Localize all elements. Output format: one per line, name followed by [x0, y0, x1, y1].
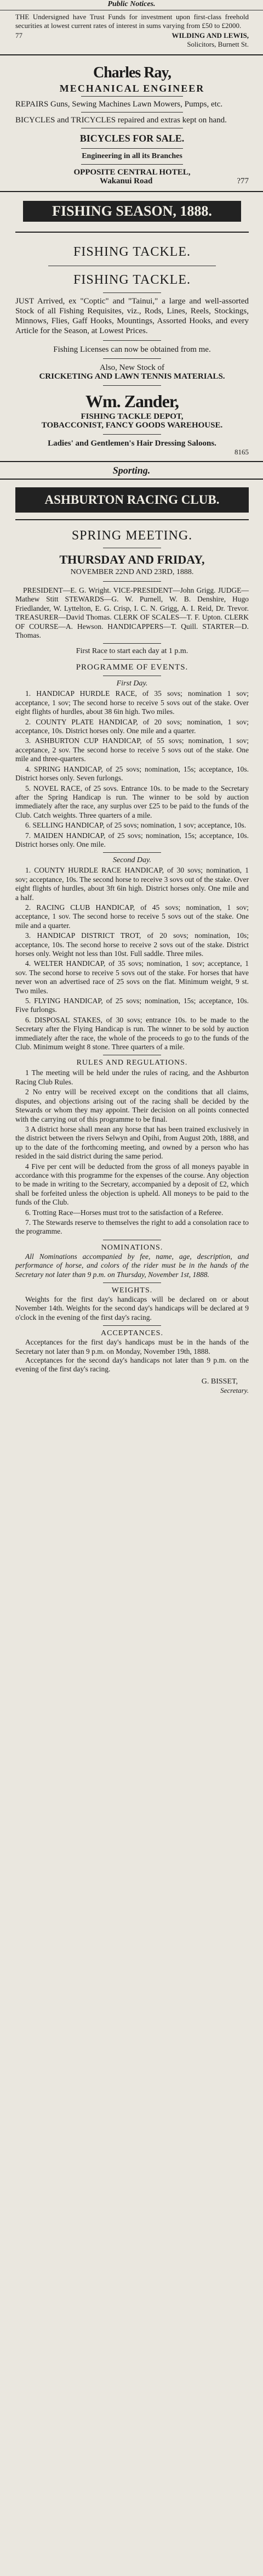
funds-ad — [0, 10, 263, 49]
fishing-tackle-2: FISHING TACKLE. — [73, 273, 191, 287]
divider — [103, 340, 161, 341]
event-item: 6. DISPOSAL STAKES, of 30 sovs; entrance 10s. to be made to the Secretary after the Flying Handicap is run. The winner to be sold by auction immediately after the race, the whole of the proceeds to go to the funds of the Club. Minimum weight 8 stone. Three quarters of a mile. — [15, 1015, 249, 1051]
fishing-cricket-intro: Also, New Stock of — [99, 363, 165, 372]
fishing-ad — [0, 198, 263, 457]
charles-trade: MECHANICAL ENGINEER — [59, 83, 205, 94]
divider — [0, 461, 263, 462]
fishing-season: FISHING SEASON, 1888. — [23, 201, 241, 222]
divider — [103, 643, 161, 644]
zander-hair: Ladies' and Gentlemen's Hair Dressing Saloons. — [48, 439, 216, 448]
events-day1 — [15, 689, 249, 849]
event-item: 6. SELLING HANDICAP, of 25 sovs; nomination, 1 sov; acceptance, 10s. — [25, 821, 247, 830]
event-item: 1. COUNTY HURDLE RACE HANDICAP, of 30 sovs; nomination, 1 sov; acceptance, 10s. The second horse to receive 3 sovs out of the stake. Over eight flights of hurdles, about 3ft 6in high. District horses only. One mile and a half. — [15, 866, 249, 902]
zander-tobacco: TOBACCONIST, FANCY GOODS WAREHOUSE. — [41, 421, 223, 430]
zander-name: Wm. Zander, — [85, 391, 179, 411]
charles-repairs: REPAIRS Guns, Sewing Machines Lawn Mowers, Pumps, etc. — [15, 100, 223, 109]
divider — [103, 358, 161, 359]
rule-item: 7. The Stewards reserve to themselves the right to add a consolation race to the programme. — [15, 1218, 249, 1236]
weights-title: WEIGHTS. — [111, 1286, 153, 1295]
event-item: 1. HANDICAP HURDLE RACE, of 35 sovs; nomination 1 sov; acceptance, 1 sov; The second horse to receive 5 sovs out of the stake. Over eight flights of hurdles, about 38 6in high. Two miles. — [15, 689, 249, 716]
divider — [15, 519, 249, 520]
event-item: 5. NOVEL RACE, of 25 sovs. Entrance 10s. to be made to the Secretary after the Spring Handicap is run. The winner to be sold by auction immediately after the race, any surplus over £25 to be paid to the funds of the Club. Catch weights. Three quarters of a mile. — [15, 784, 249, 819]
charles-bikes: BICYCLES and TRICYCLES repaired and extras kept on hand. — [15, 116, 227, 125]
divider — [103, 385, 161, 386]
divider — [81, 148, 183, 149]
secretary-name: G. BISSET, — [201, 1377, 238, 1386]
racing-club: ASHBURTON RACING CLUB. — [15, 487, 249, 513]
acceptances-title: ACCEPTANCES. — [101, 1329, 163, 1338]
rules-list — [15, 1068, 249, 1236]
divider — [0, 479, 263, 480]
fishing-tackle-1: FISHING TACKLE. — [73, 245, 191, 259]
racing-days: THURSDAY AND FRIDAY, — [59, 553, 205, 566]
racing-officers: PRESIDENT—E. G. Wright. VICE-PRESIDENT—John Grigg. JUDGE—Mathew Stitt STEWARDS—G. W. Purnell, W. B. Denshire, Hugo Friedlander, W. Lyttelton, E. G. Crisp, I. C. N. Grigg, A. I. Reid, Dr. Trevor. TREASURER—David Thomas. CLERK OF SCALES—T. F. Upton. CLERK OF COURSE—A. Hewson. HANDICAPPERS—T. Quill. STARTER—D. Thomas. — [15, 586, 249, 640]
section-header — [0, 0, 263, 10]
nominations-title: NOMINATIONS. — [101, 1243, 163, 1252]
events-day2 — [15, 866, 249, 1051]
event-item: 3. ASHBURTON CUP HANDICAP, of 55 sovs; nomination, 1 sov; acceptance, 2 sov. The second horse to receive 5 sovs out of the stake. One mile and three-quarters. — [15, 736, 249, 763]
racing-ad — [0, 483, 263, 1395]
divider — [81, 164, 183, 165]
event-item: 2. COUNTY PLATE HANDICAP, of 20 sovs; nomination, 1 sov; acceptance, 10s. District horses only. One mile and a quarter. — [15, 717, 249, 735]
funds-firm: WILDING AND LEWIS, — [171, 31, 249, 40]
divider — [0, 54, 263, 55]
rules-title: RULES AND REGULATIONS. — [76, 1059, 188, 1067]
charles-name: Charles Ray, — [93, 64, 171, 81]
divider — [15, 232, 249, 233]
divider — [81, 112, 183, 113]
event-item: 5. FLYING HANDICAP, of 25 sovs; nomination, 15s; acceptance, 10s. Five furlongs. — [15, 997, 249, 1014]
rule-item: 4 Five per cent will be deducted from the gross of all moneys payable in accordance with this programme for the expenses of the course. Any objection to be made in writing to the Secretary, accompanied by a deposit of £2, which shall be forfeited unless the objection is upheld. All moneys to be paid to the funds of the Club. — [15, 1162, 249, 1207]
zander-ref: 8165 — [235, 448, 249, 456]
event-item: 3. HANDICAP DISTRICT TROT, of 20 sovs; nomination, 10s; acceptance, 10s. The second horse to receive 2 sovs out of the stake. District horses only. Weight not less than 10st. Full saddle. Three miles. — [15, 931, 249, 958]
divider — [0, 191, 263, 192]
divider — [103, 581, 161, 582]
charles-ref: ?77 — [237, 177, 249, 185]
racing-meeting: SPRING MEETING. — [71, 528, 193, 543]
divider — [103, 852, 161, 853]
event-item: 7. MAIDEN HANDICAP, of 25 sovs; nomination, 15s; acceptance, 10s. District horses only. One mile. — [15, 831, 249, 848]
event-item: 2. RACING CLUB HANDICAP, of 45 sovs; nomination, 1 sov; acceptance, 1 sov. The second horse to receive 5 sovs out of the stake. One mile and a quarter. — [15, 903, 249, 930]
funds-text: THE Undersigned have Trust Funds for investment upon first-class freehold securities at lowest current rates of interest in sums varying from £50 to £2000. — [15, 13, 249, 30]
funds-ref: 77 — [15, 31, 22, 40]
rule-item: 6. Trotting Race—Horses must trot to the satisfaction of a Referee. — [25, 1208, 224, 1217]
charles-sale: BICYCLES FOR SALE. — [79, 133, 185, 144]
public-notices-title: Public Notices. — [107, 0, 156, 8]
racing-date: NOVEMBER 22ND AND 23RD, 1888. — [70, 568, 194, 576]
event-item: 4. WELTER HANDICAP, of 35 sovs; nomination, 1 sov; acceptance, 1 sov. The second horse to receive 5 sovs out of the stake. For horses that have never won an advertised race of 25 sovs on the flat. Minimum weight, 9 st. Two miles. — [15, 959, 249, 995]
racing-first-day: First Day. — [116, 679, 148, 688]
racing-first-race: First Race to start each day at 1 p.m. — [76, 647, 188, 656]
rule-item: 1 The meeting will be held under the rules of racing, and the Ashburton Racing Club Rules. — [15, 1068, 249, 1086]
divider — [103, 1325, 161, 1326]
weights-text: Weights for the first day's handicaps will be declared on or about November 14th. Weights for the second day's handicaps will be declared at 9 o'clock in the evening of the first day's racing. — [15, 1295, 249, 1321]
acceptances-text-1: Acceptances for the first day's handicaps must be in the hands of the Secretary not later than 9 p.m. on Monday, November 19th, 1888. — [15, 1338, 249, 1356]
fishing-body: JUST Arrived, ex "Coptic" and "Tainui," a large and well-assorted Stock of all Fishing Requisites, viz., Rods, Lines, Reels, Stockings, Minnows, Flies, Gaff Hooks, Mountings, Assorted Hooks, and every Article for the Season, at Lowest Prices. — [15, 297, 249, 335]
secretary-title: Secretary. — [220, 1386, 249, 1394]
event-item: 4. SPRING HANDICAP, of 25 sovs; nomination, 15s; acceptance, 10s. District horses only. Seven furlongs. — [15, 764, 249, 783]
divider — [103, 659, 161, 660]
zander-depot: FISHING TACKLE DEPOT, — [81, 412, 184, 421]
fishing-cricket: CRICKETING AND LAWN TENNIS MATERIALS. — [39, 372, 225, 381]
nominations-text: All Nominations accompanied by fee, name, age, description, and performance of horse, and colors of the rider must be in the hands of the Secretary not later than 9 p.m. on Thursday, November 1st, 1888. — [15, 1252, 249, 1279]
sporting-title: Sporting. — [112, 465, 151, 476]
funds-address: Solicitors, Burnett St. — [187, 40, 249, 48]
charles-road: Wakanui Road — [100, 177, 153, 185]
divider — [103, 434, 161, 435]
racing-programme: PROGRAMME OF EVENTS. — [76, 663, 188, 672]
acceptances-text-2: Acceptances for the second day's handicaps not later than 9 p.m. on the evening of the first day's racing. — [15, 1356, 249, 1374]
racing-second-day: Second Day. — [113, 856, 151, 865]
charles-branches: Engineering in all its Branches — [82, 152, 182, 160]
rule-item: 2 No entry will be received except on the conditions that all claims, disputes, and objections arising out of the racing shall be decided by the Stewards or whom they may appoint. Their decision on all points connected with the carrying out of this programme to be final. — [15, 1088, 249, 1123]
charles-opp: OPPOSITE CENTRAL HOTEL, — [73, 168, 191, 177]
charles-ray-ad — [0, 61, 263, 185]
rule-item: 3 A district horse shall mean any horse that has been trained exclusively in the district between the rivers Selwyn and Opihi, from August 20th, 1888, and up to the date of the forthcoming meeting, and owned by a person who has resided in the said district during the same period. — [15, 1124, 249, 1161]
fishing-licence: Fishing Licenses can now be obtained from me. — [53, 345, 211, 354]
divider — [81, 96, 183, 97]
